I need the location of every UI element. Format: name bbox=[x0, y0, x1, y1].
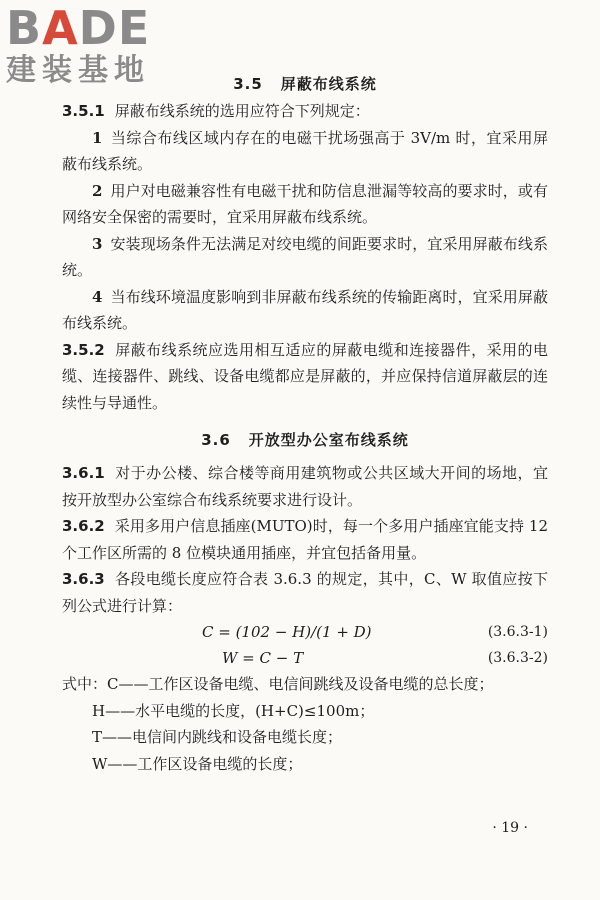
formula-2: W = C − T (3.6.3-2) bbox=[222, 649, 548, 667]
clause-item: 3 安装现场条件无法满足对绞电缆的间距要求时，宜采用屏蔽布线系统。 bbox=[62, 234, 548, 279]
clause-3-6-1: 3.6.1 对于办公楼、综合楼等商用建筑物或公共区域大开间的场地，宜按开放型办公室综合布线系统要求进行设计。 bbox=[62, 464, 548, 509]
definition-t: T——电信间内跳线和设备电缆长度； bbox=[92, 728, 343, 746]
definition-w: W——工作区设备电缆的长度； bbox=[92, 754, 303, 773]
page-content bbox=[62, 70, 548, 777]
clause-item: 4 当布线环境温度影响到非屏蔽布线系统的传输距离时，宜采用屏蔽布线系统。 bbox=[62, 287, 548, 332]
clause-item: 1 当综合布线区域内存在的电磁干扰场强高于 3V/m 时，宜采用屏蔽布线系统。 bbox=[62, 128, 548, 173]
definition-c: 式中：C——工作区设备电缆、电信间跳线及设备电缆的总长度； bbox=[62, 675, 494, 693]
formula-1: C = (102 − H)/(1 + D) (3.6.3-1) bbox=[202, 623, 548, 641]
section-title-3-5: 3.5 屏蔽布线系统 bbox=[233, 75, 377, 93]
clause-3-6-3: 3.6.3 各段电缆长度应符合表 3.6.3 的规定，其中，C、W 取值应按下列公式进行计算： bbox=[62, 570, 548, 615]
clause-item: 2 用户对电磁兼容性有电磁干扰和防信息泄漏等较高的要求时，或有网络安全保密的需要时，宜采用屏蔽布线系统。 bbox=[62, 181, 548, 226]
formula-definitions bbox=[62, 671, 548, 777]
section-title-3-6: 3.6 开放型办公室布线系统 bbox=[201, 431, 409, 449]
logo-text: BADE bbox=[6, 1, 151, 55]
clause-3-6-2: 3.6.2 采用多用户信息插座(MUTO)时，每一个多用户插座宜能支持 12 个工作区所需的 8 位模块通用插座，并宜包括备用量。 bbox=[62, 517, 548, 562]
definition-h: H——水平电缆的长度，(H+C)≤100m； bbox=[92, 701, 375, 720]
clause-3-5-2: 3.5.2 屏蔽布线系统应选用相互适应的屏蔽电缆和连接器件，采用的电缆、连接器件、跳线、设备电缆都应是屏蔽的，并应保持信道屏蔽层的连续性与导通性。 bbox=[62, 340, 548, 412]
clause-3-5-1: 3.5.1 屏蔽布线系统的选用应符合下列规定： bbox=[62, 102, 370, 120]
page-number: · 19 · bbox=[492, 820, 528, 836]
logo-subtitle: 建装基地 bbox=[6, 53, 150, 88]
